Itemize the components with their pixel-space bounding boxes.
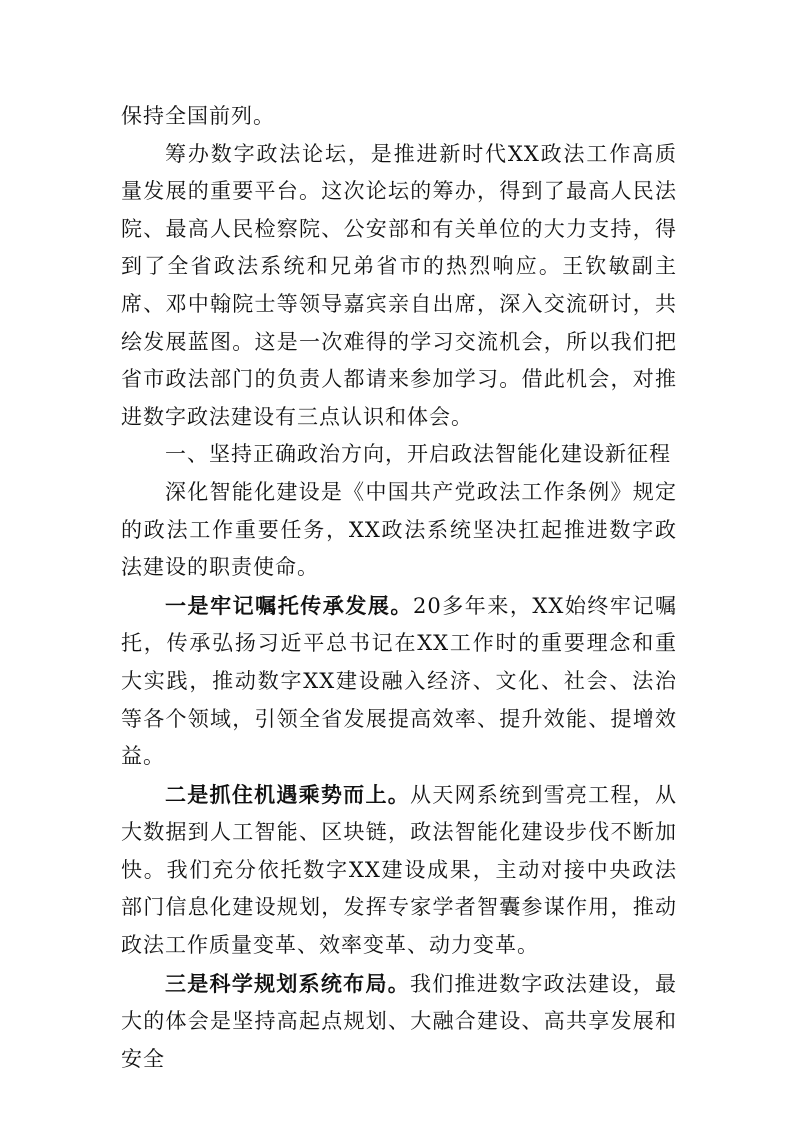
point-three-lead: 三是科学规划系统布局。 [165,970,410,996]
point-three-text: 我们推进数字政法建设，最大的体会是坚持高起点规划、大融合建设、高共享发展和安全 [121,971,677,1071]
point-two-lead: 二是抓住机遇乘势而上。 [165,781,410,807]
point-two-text: 从天网系统到雪亮工程，从大数据到人工智能、区块链，政法智能化建设步伐不断加快。我们充分依托数字XX建设成果，主动对接中央政法部门信息化建设规划，发挥专家学者智囊参谋作用，推动政法工作质量变革、效率变革、动力变革。 [121,782,677,958]
paragraph-point-one [121,587,677,776]
section-heading: 一、坚持正确政治方向，开启政法智能化建设新征程 [165,442,671,467]
document-body [121,98,677,1078]
point-one-lead: 一是牢记嘱托传承发展。 [165,592,413,618]
paragraph-point-three [121,965,677,1079]
paragraph-forum: 筹办数字政法论坛，是推进新时代XX政法工作高质量发展的重要平台。这次论坛的筹办，得到了最高人民法院、最高人民检察院、公安部和有关单位的大力支持，得到了全省政法系统和兄弟省市的热烈响应。王钦敏副主席、邓中翰院士等领导嘉宾亲自出席，深入交流研讨，共绘发展蓝图。这是一次难得的学习交流机会，所以我们把省市政法部门的负责人都请来参加学习。借此机会，对推进数字政法建设有三点认识和体会。 [121,141,677,429]
paragraph-point-two [121,776,677,965]
paragraph-continuation: 保持全国前列。 [121,104,275,128]
point-one-text: 20多年来，XX始终牢记嘱托，传承弘扬习近平总书记在XX工作时的重要理念和重大实践，推动数字XX建设融入经济、文化、社会、法治等各个领域，引领全省发展提高效率、提升效能、提增效益。 [121,593,678,769]
paragraph-intro: 深化智能化建设是《中国共产党政法工作条例》规定的政法工作重要任务，XX政法系统坚决扛起推进数字政法建设的职责使命。 [121,479,677,580]
